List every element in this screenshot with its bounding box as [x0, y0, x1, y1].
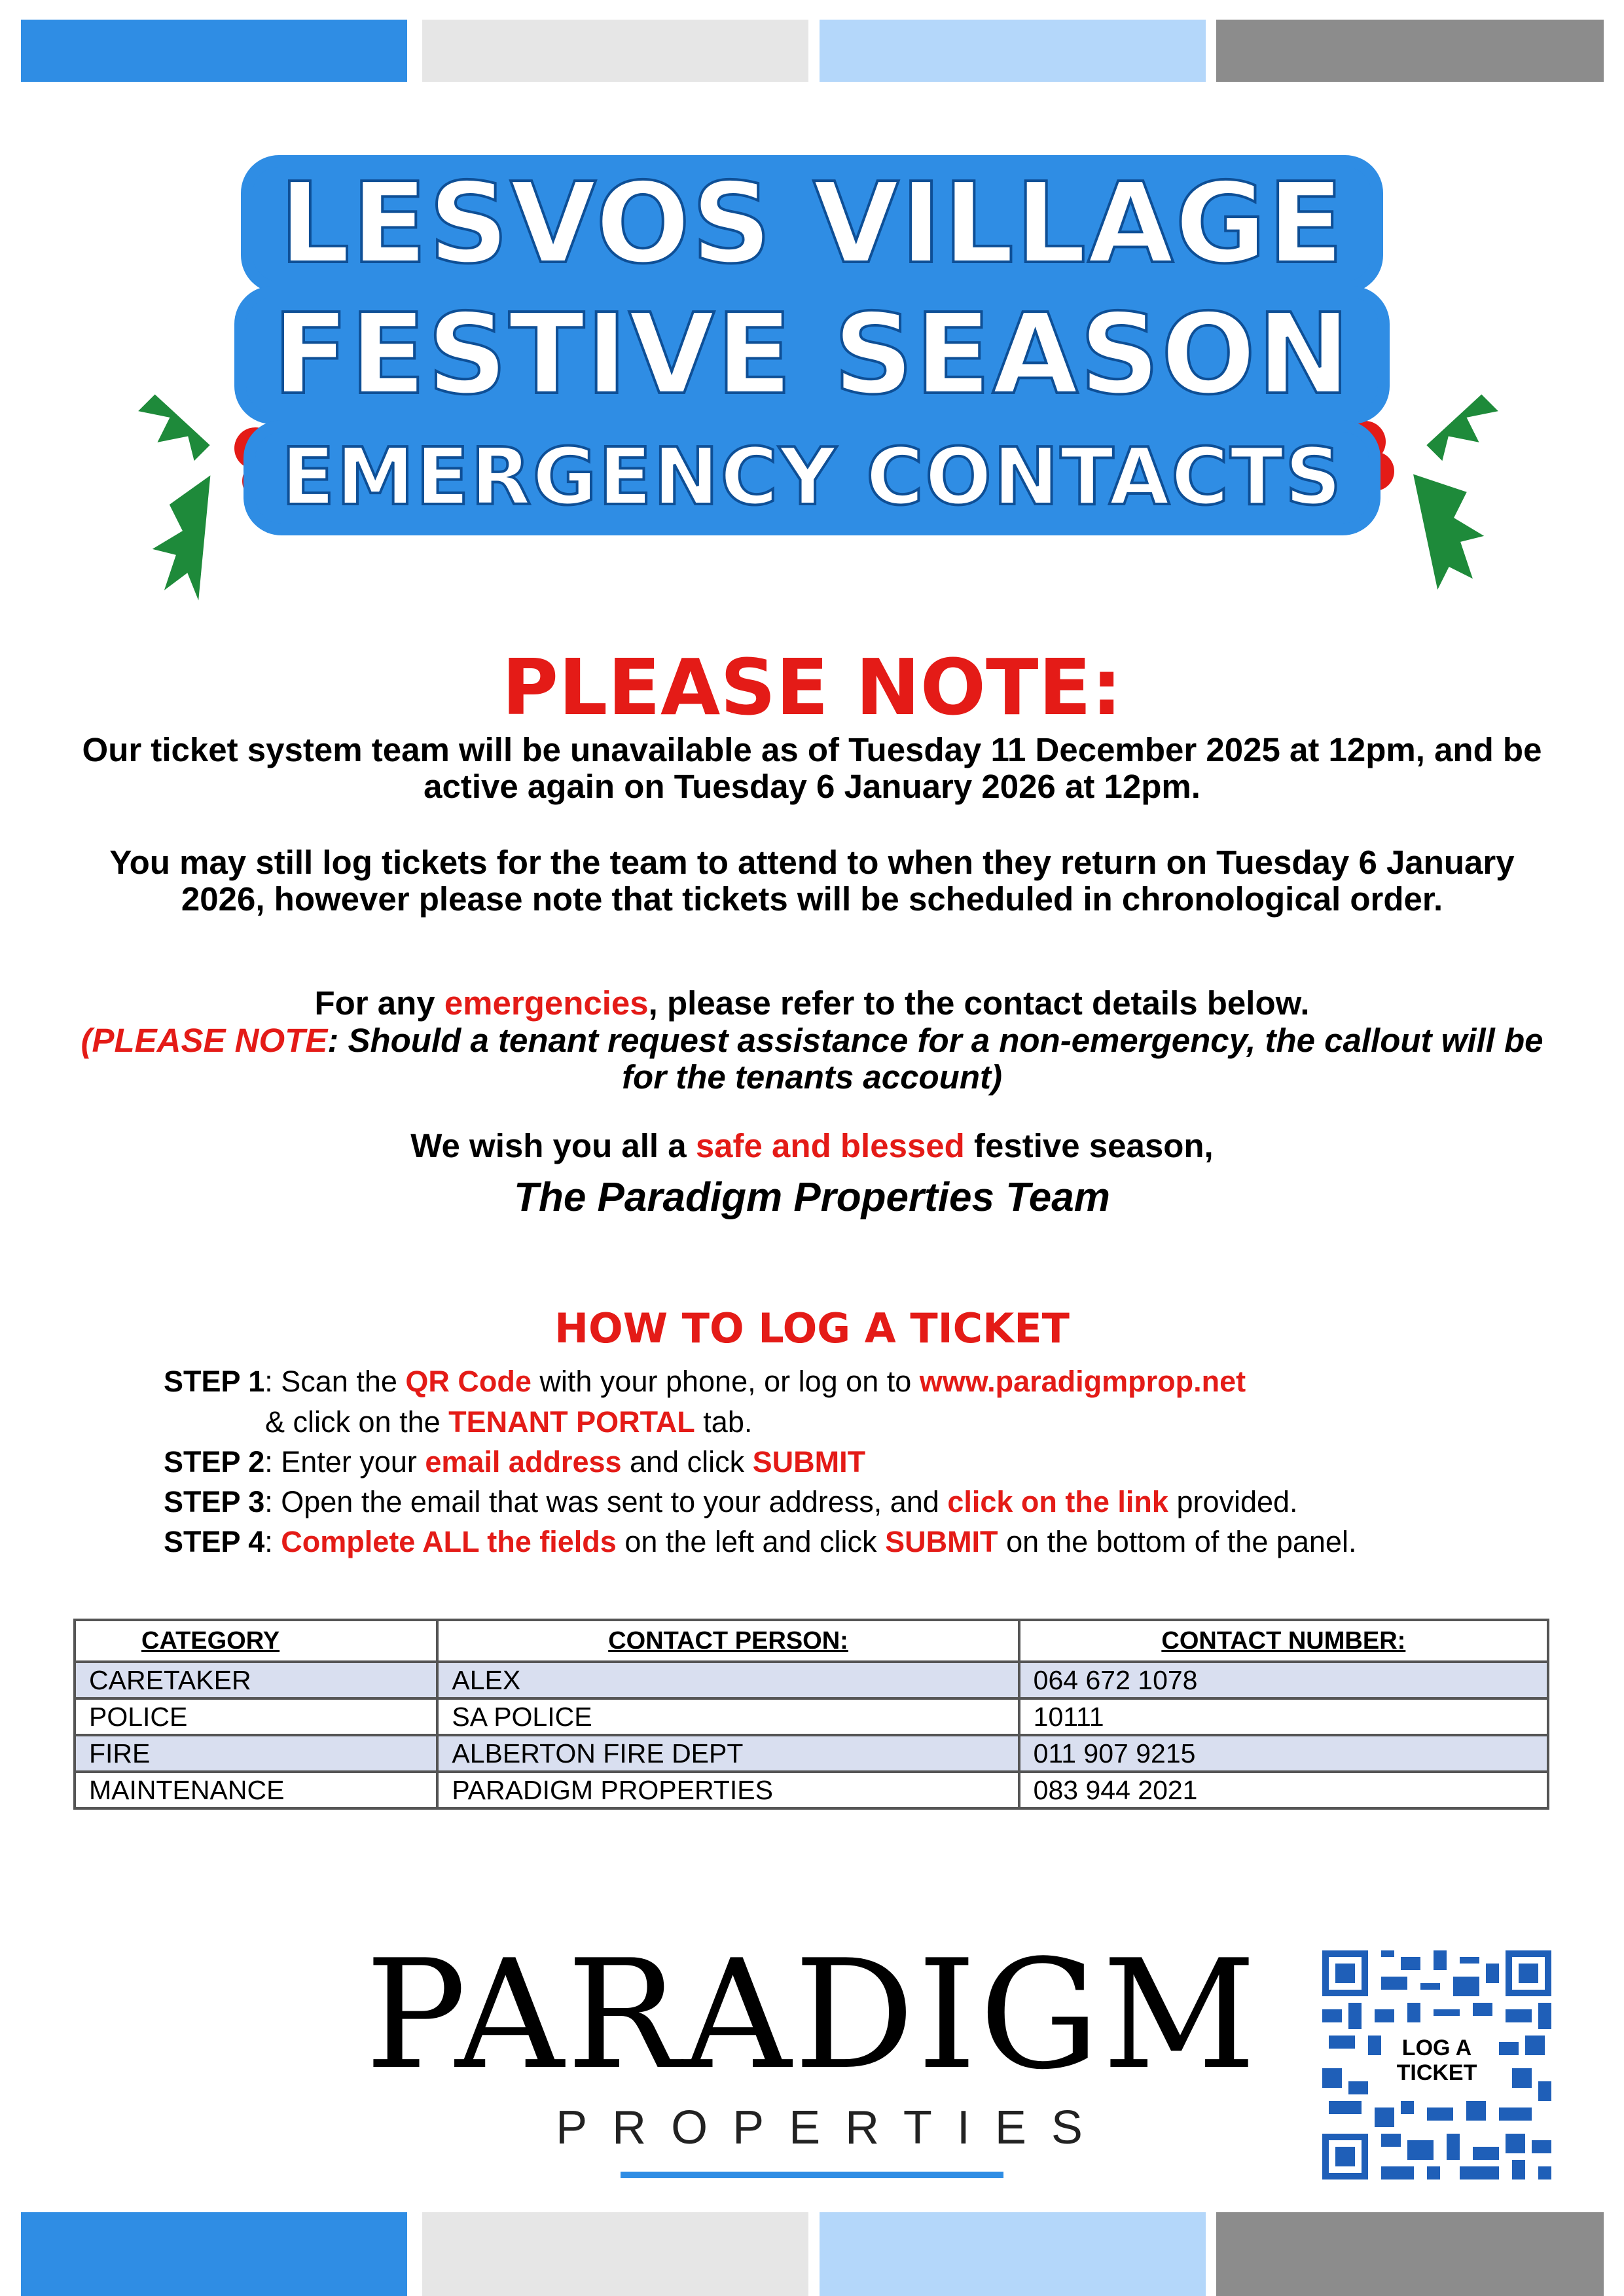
step-3: STEP 3: Open the email that was sent to your address, and click on the link provided.	[164, 1485, 1298, 1518]
note-paragraph-4: We wish you all a safe and blessed festive season,	[410, 1127, 1214, 1164]
cell-number: 064 672 1078	[1019, 1662, 1548, 1698]
website-link[interactable]: www.paradigmprop.net	[919, 1365, 1246, 1398]
step-4: STEP 4: Complete ALL the fields on the left and click SUBMIT on the bottom of the panel.	[164, 1525, 1357, 1558]
cell-person: ALBERTON FIRE DEPT	[437, 1735, 1019, 1772]
top-bar-grey	[1216, 20, 1604, 82]
table-row	[75, 1662, 1548, 1698]
qr-label: LOG A TICKET	[1381, 2036, 1492, 2094]
cell-person: PARADIGM PROPERTIES	[437, 1772, 1019, 1808]
top-bar-blue	[21, 20, 407, 82]
cell-number: 10111	[1019, 1698, 1548, 1735]
step-1-continued: & click on the TENANT PORTAL tab.	[265, 1405, 753, 1439]
table-row	[75, 1698, 1548, 1735]
cell-number: 011 907 9215	[1019, 1735, 1548, 1772]
header-contact-person: CONTACT PERSON:	[437, 1620, 1019, 1662]
note-paragraph-1: Our ticket system team will be unavailable as of Tuesday 11 December 2025 at 12pm, and be active again on Tuesday 6 January 2026 at 12pm.	[82, 731, 1542, 805]
title-line-2: FESTIVE SEASON	[0, 298, 1624, 412]
paradigm-logo: PARADIGM	[365, 1928, 1259, 2103]
cell-person: ALEX	[437, 1662, 1019, 1698]
step-2: STEP 2: Enter your email address and click SUBMIT	[164, 1445, 866, 1479]
paradigm-logo-subtitle: PROPERTIES	[556, 2102, 1108, 2154]
table-row	[75, 1735, 1548, 1772]
cell-category: MAINTENANCE	[75, 1772, 437, 1808]
title-line-1: LESVOS VILLAGE	[0, 167, 1624, 281]
top-bar-lightblue	[820, 20, 1206, 82]
note-paragraph-2: You may still log tickets for the team to attend to when they return on Tuesday 6 January 2026, however please note that tickets will be scheduled in chronological order.	[109, 844, 1515, 918]
please-note-heading: PLEASE NOTE:	[501, 642, 1123, 732]
cell-number: 083 944 2021	[1019, 1772, 1548, 1808]
bottom-bar-lightblue	[820, 2212, 1206, 2296]
howto-heading: HOW TO LOG A TICKET	[554, 1304, 1070, 1352]
note-paragraph-3: For any emergencies, please refer to the contact details below.	[314, 984, 1310, 1022]
cell-person: SA POLICE	[437, 1698, 1019, 1735]
top-bar-lightgrey	[422, 20, 808, 82]
cell-category: CARETAKER	[75, 1662, 437, 1698]
step-1: STEP 1: Scan the QR Code with your phone, or log on to www.paradigmprop.net	[164, 1365, 1246, 1398]
cell-category: FIRE	[75, 1735, 437, 1772]
bottom-bar-lightgrey	[422, 2212, 808, 2296]
signoff: The Paradigm Properties Team	[514, 1175, 1110, 1220]
header-contact-number: CONTACT NUMBER:	[1019, 1620, 1548, 1662]
table-header-row	[75, 1620, 1548, 1662]
bottom-bar-blue	[21, 2212, 407, 2296]
note-paragraph-3-disclaimer: (PLEASE NOTE: Should a tenant request assistance for a non-emergency, the callout will be for the tenants account)	[81, 1022, 1543, 1096]
table-row	[75, 1772, 1548, 1808]
logo-underline	[621, 2172, 1003, 2178]
bottom-bar-grey	[1216, 2212, 1604, 2296]
title-line-3: EMERGENCY CONTACTS	[0, 432, 1624, 524]
header-category: CATEGORY	[75, 1620, 437, 1662]
contacts-table	[73, 1619, 1549, 1810]
cell-category: POLICE	[75, 1698, 437, 1735]
